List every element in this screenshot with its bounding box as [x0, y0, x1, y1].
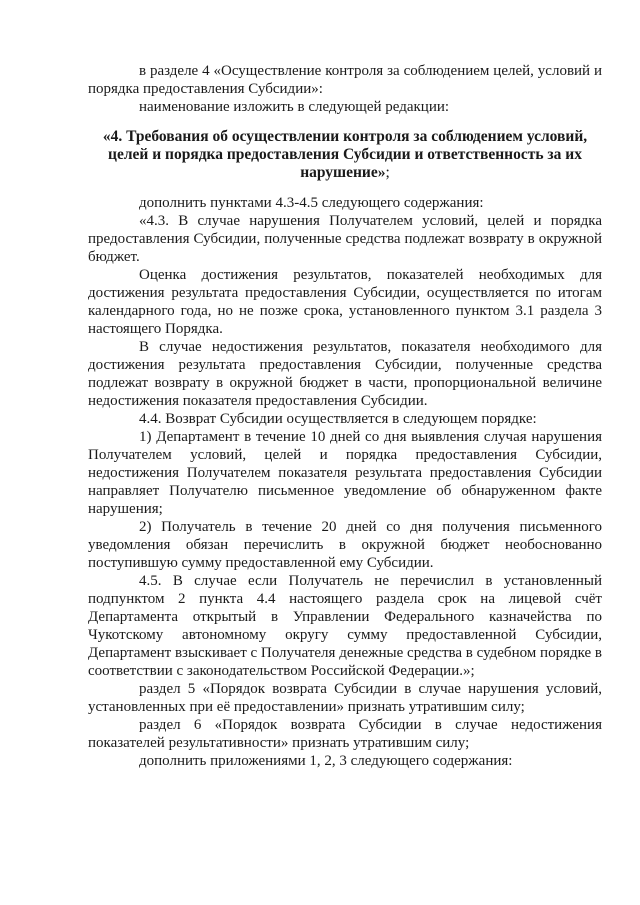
paragraph-section6-repeal: раздел 6 «Порядок возврата Субсидии в случае недостижения показателей результативности» признать утратившим силу; [88, 717, 602, 751]
document-body [88, 62, 602, 770]
paragraph-section5-repeal: раздел 5 «Порядок возврата Субсидии в случае нарушения условий, установленных при её предоставлении» признать утратившим силу; [88, 681, 602, 715]
paragraph-section4-intro: в разделе 4 «Осуществление контроля за соблюдением целей, условий и порядка предоставления Субсидии»: [88, 63, 602, 97]
section-heading-tail: ; [385, 164, 390, 181]
paragraph-4-4: 4.4. Возврат Субсидии осуществляется в следующем порядке: [139, 411, 537, 427]
section-heading-title: «4. Требования об осуществлении контроля за соблюдением условий, целей и порядка предоставления Субсидии и ответственность за их нарушение» [102, 128, 588, 181]
paragraph-nonachievement: В случае недостижения результатов, показателя необходимого для достижения результата предоставления Субсидии, полученные средства подлежат возврату в окружной бюджет в части, пропорциональной величине недостижения показателя предоставления Субсидии. [88, 339, 602, 409]
paragraph-assessment: Оценка достижения результатов, показателей необходимых для достижения результата предоставления Субсидии, осуществляется по итогам календарного года, но не позже срока, установленного пунктом 3.1 раздела 3 настоящего Порядка. [88, 267, 602, 337]
paragraph-4-5: 4.5. В случае если Получатель не перечислил в установленный подпунктом 2 пункта 4.4 настоящего раздела срок на лицевой счёт Департамента открытый в Управлении Федерального казначейства по Чукотскому автономному округу сумму предоставленной Субсидии, Департамент взыскивает с Получателя денежные средства в судебном порядке в соответствии с законодательством Российской Федерации.»; [88, 573, 603, 679]
paragraph-4-4-item-2: 2) Получатель в течение 20 дней со дня получения письменного уведомления обязан перечислить в окружной бюджет необоснованно поступившую сумму предоставленной ему Субсидии. [88, 519, 602, 571]
paragraph-4-4-item-1: 1) Департамент в течение 10 дней со дня выявления случая нарушения Получателем условий, целей и порядка предоставления Субсидии, недостижения Получателем показателя результата предоставления Субсидии направляет Получателю письменное уведомление об обнаруженном факте нарушения; [88, 429, 602, 517]
paragraph-add-points: дополнить пунктами 4.3-4.5 следующего содержания: [139, 195, 484, 211]
paragraph-add-appendices: дополнить приложениями 1, 2, 3 следующего содержания: [139, 753, 513, 769]
section-heading [88, 128, 602, 182]
paragraph-rename-instruction: наименование изложить в следующей редакции: [139, 99, 450, 115]
paragraph-4-3: «4.3. В случае нарушения Получателем условий, целей и порядка предоставления Субсидии, полученные средства подлежат возврату в окружной бюджет. [88, 213, 602, 265]
